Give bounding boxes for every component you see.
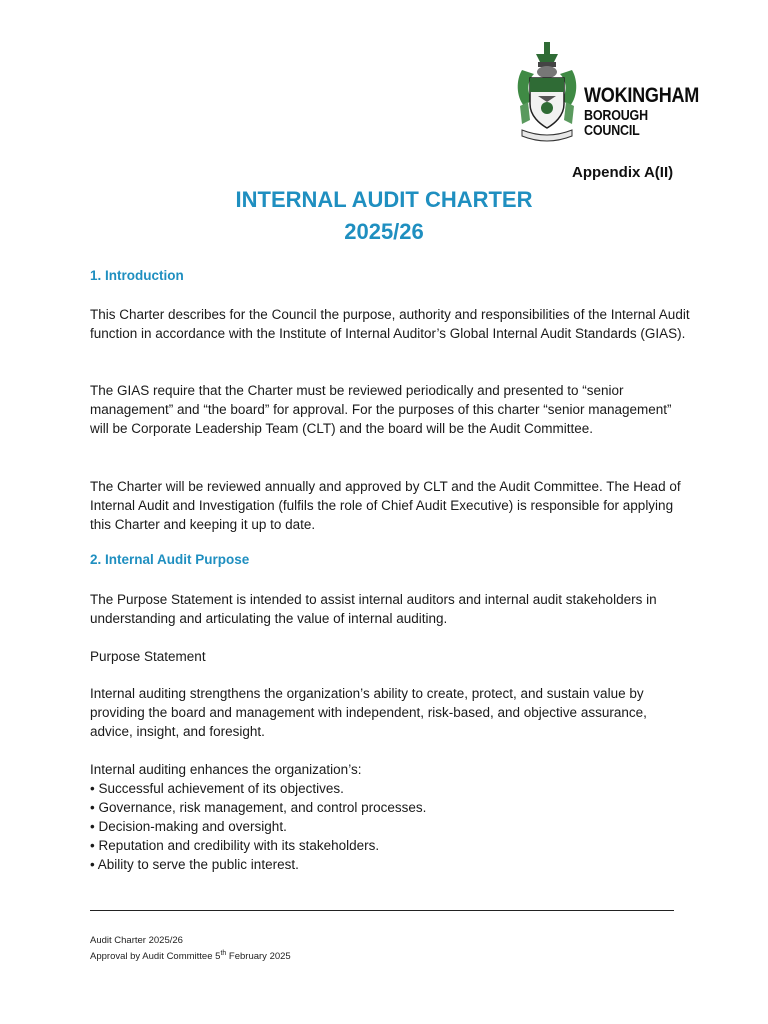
list-item: • Successful achievement of its objectives. xyxy=(90,781,344,796)
paragraph: This Charter describes for the Council the purpose, authority and responsibilities of the Internal Audit function in accordance with the Institute of Internal Auditor’s Global Internal Audit Standards (GIAS). xyxy=(90,307,690,341)
council-wordmark xyxy=(584,85,718,138)
document-title: INTERNAL AUDIT CHARTER xyxy=(235,187,533,212)
paragraph: Internal auditing enhances the organization’s: xyxy=(90,762,362,777)
list-item: • Decision-making and oversight. xyxy=(90,819,287,834)
footer-line2 xyxy=(90,947,291,963)
list-item: • Governance, risk management, and control processes. xyxy=(90,800,427,815)
wordmark-line2: BOROUGH COUNCIL xyxy=(584,108,648,139)
list-item: • Ability to serve the public interest. xyxy=(90,857,299,872)
section-heading-introduction: 1. Introduction xyxy=(90,268,184,283)
bullet-list xyxy=(90,779,426,874)
council-logo xyxy=(514,40,710,152)
paragraph: The Purpose Statement is intended to assist internal auditors and internal audit stakeholders in understanding and articulating the value of internal auditing. xyxy=(90,592,657,626)
footer-approval-date: February 2025 xyxy=(226,951,291,963)
footer-divider xyxy=(90,910,674,911)
paragraph: Internal auditing strengthens the organization’s ability to create, protect, and sustain value by providing the board and management with independent, risk-based, and objective assurance, advice, insight, and foresight. xyxy=(90,686,647,739)
paragraph: The GIAS require that the Charter must be reviewed periodically and presented to “senior management” and “the board” for approval. For the purposes of this charter “senior management” will be Corporate Leadership Team (CLT) and the board will be the Audit Committee. xyxy=(90,383,672,436)
list-item: • Reputation and credibility with its stakeholders. xyxy=(90,838,380,853)
wordmark-line1: WOKINGHAM xyxy=(584,84,700,107)
appendix-label: Appendix A(II) xyxy=(572,164,674,181)
footer-approval-text: Approval by Audit Committee 5 xyxy=(90,951,221,963)
purpose-statement-label: Purpose Statement xyxy=(90,649,206,664)
coat-of-arms-icon xyxy=(514,40,580,146)
footer-line1: Audit Charter 2025/26 xyxy=(90,935,183,946)
footer-ordinal: th xyxy=(220,950,227,957)
paragraph: The Charter will be reviewed annually and approved by CLT and the Audit Committee. The Head of Internal Audit and Investigation (fulfils the role of Chief Audit Executive) is responsible for applying this Charter and keeping it up to date. xyxy=(90,479,681,532)
section-heading-purpose: 2. Internal Audit Purpose xyxy=(90,552,250,567)
document-year: 2025/26 xyxy=(344,219,424,244)
